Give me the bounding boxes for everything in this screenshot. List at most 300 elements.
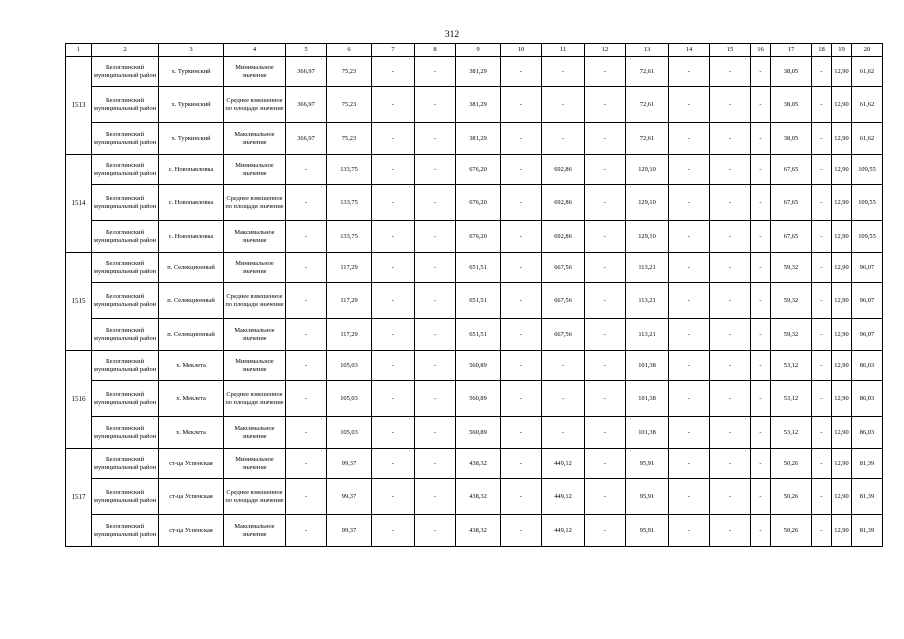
value-cell-c10: - (501, 417, 542, 449)
value-cell-c5: 366,97 (286, 87, 327, 123)
value-cell-c20: 96,07 (852, 283, 883, 319)
value-type-cell: Минимальное значение (224, 351, 286, 381)
value-cell-c12: - (585, 351, 626, 381)
table-row (66, 417, 883, 449)
value-cell-c19: 12,90 (832, 319, 852, 351)
value-cell-c20: 86,03 (852, 417, 883, 449)
value-cell-c13: 129,10 (626, 155, 669, 185)
value-cell-c20: 86,03 (852, 381, 883, 417)
value-cell-c11: - (542, 57, 585, 87)
value-cell-c5: - (286, 155, 327, 185)
value-cell-c8: - (415, 381, 456, 417)
value-cell-c9: 381,29 (456, 57, 501, 87)
value-cell-c17: 50,26 (771, 515, 812, 547)
settlement-cell: с. Новопавловка (159, 155, 224, 185)
value-cell-c19: 12,90 (832, 381, 852, 417)
value-cell-c17: 53,12 (771, 381, 812, 417)
value-cell-c18: - (812, 221, 832, 253)
value-cell-c11: - (542, 351, 585, 381)
district-cell: Белоглинский муниципальный район (92, 221, 159, 253)
value-cell-c20: 81,39 (852, 479, 883, 515)
settlement-cell: х. Меклета (159, 417, 224, 449)
settlement-cell: с. Новопавловка (159, 185, 224, 221)
value-cell-c20: 109,55 (852, 185, 883, 221)
value-cell-c19: 12,90 (832, 449, 852, 479)
value-cell-c13: 113,21 (626, 319, 669, 351)
value-cell-c18: - (812, 479, 832, 515)
value-cell-c20: 109,55 (852, 155, 883, 185)
value-cell-c11: 692,86 (542, 221, 585, 253)
value-cell-c18: - (812, 381, 832, 417)
value-type-cell: Среднее взвешенное по площади значение (224, 283, 286, 319)
settlement-cell: с. Новопавловка (159, 221, 224, 253)
table-row (66, 57, 883, 87)
column-header: 20 (852, 44, 883, 57)
value-cell-c14: - (669, 123, 710, 155)
value-cell-c16: - (751, 319, 771, 351)
value-cell-c10: - (501, 221, 542, 253)
value-cell-c5: - (286, 515, 327, 547)
district-cell: Белоглинский муниципальный район (92, 283, 159, 319)
column-header: 5 (286, 44, 327, 57)
table-row (66, 449, 883, 479)
value-cell-c16: - (751, 87, 771, 123)
value-cell-c14: - (669, 417, 710, 449)
value-cell-c11: - (542, 381, 585, 417)
table-row (66, 319, 883, 351)
column-header: 18 (812, 44, 832, 57)
value-cell-c15: - (710, 351, 751, 381)
value-cell-c7: - (372, 319, 415, 351)
value-cell-c12: - (585, 87, 626, 123)
value-cell-c9: 560,89 (456, 351, 501, 381)
settlement-cell: х. Меклета (159, 351, 224, 381)
value-cell-c20: 96,07 (852, 253, 883, 283)
value-cell-c8: - (415, 185, 456, 221)
value-type-cell: Минимальное значение (224, 449, 286, 479)
column-header: 13 (626, 44, 669, 57)
value-cell-c10: - (501, 449, 542, 479)
value-cell-c17: 53,12 (771, 351, 812, 381)
value-cell-c13: 101,38 (626, 417, 669, 449)
value-cell-c10: - (501, 87, 542, 123)
value-cell-c6: 75,23 (327, 123, 372, 155)
value-cell-c16: - (751, 283, 771, 319)
value-cell-c11: 692,86 (542, 185, 585, 221)
value-cell-c18: - (812, 417, 832, 449)
value-cell-c8: - (415, 123, 456, 155)
value-cell-c17: 67,65 (771, 155, 812, 185)
value-cell-c11: - (542, 123, 585, 155)
value-cell-c6: 75,23 (327, 87, 372, 123)
value-cell-c17: 38,05 (771, 87, 812, 123)
value-cell-c19: 12,90 (832, 155, 852, 185)
value-cell-c19: 12,90 (832, 283, 852, 319)
district-cell: Белоглинский муниципальный район (92, 417, 159, 449)
value-cell-c17: 59,32 (771, 283, 812, 319)
district-cell: Белоглинский муниципальный район (92, 155, 159, 185)
value-cell-c19: 12,90 (832, 57, 852, 87)
value-cell-c5: - (286, 351, 327, 381)
value-cell-c10: - (501, 351, 542, 381)
settlement-cell: х. Меклета (159, 381, 224, 417)
value-cell-c15: - (710, 253, 751, 283)
value-cell-c6: 105,03 (327, 351, 372, 381)
value-cell-c11: - (542, 417, 585, 449)
value-type-cell: Максимальное значение (224, 221, 286, 253)
settlement-cell: х. Туркинский (159, 57, 224, 87)
settlement-cell: п. Селекционный (159, 283, 224, 319)
value-cell-c10: - (501, 283, 542, 319)
value-type-cell: Минимальное значение (224, 253, 286, 283)
value-cell-c16: - (751, 155, 771, 185)
value-cell-c19: 12,90 (832, 123, 852, 155)
page-number: 312 (444, 30, 460, 40)
value-cell-c14: - (669, 381, 710, 417)
district-cell: Белоглинский муниципальный район (92, 449, 159, 479)
value-cell-c7: - (372, 283, 415, 319)
value-cell-c8: - (415, 57, 456, 87)
value-type-cell: Минимальное значение (224, 57, 286, 87)
value-type-cell: Максимальное значение (224, 123, 286, 155)
value-cell-c15: - (710, 123, 751, 155)
value-cell-c14: - (669, 57, 710, 87)
value-cell-c6: 133,75 (327, 185, 372, 221)
value-cell-c19: 12,90 (832, 185, 852, 221)
value-cell-c12: - (585, 319, 626, 351)
district-cell: Белоглинский муниципальный район (92, 87, 159, 123)
value-type-cell: Максимальное значение (224, 319, 286, 351)
value-cell-c7: - (372, 57, 415, 87)
value-cell-c13: 113,21 (626, 253, 669, 283)
value-cell-c15: - (710, 449, 751, 479)
district-cell: Белоглинский муниципальный район (92, 479, 159, 515)
column-header: 19 (832, 44, 852, 57)
value-cell-c14: - (669, 351, 710, 381)
settlement-cell: ст-ца Успенская (159, 515, 224, 547)
value-cell-c14: - (669, 221, 710, 253)
value-cell-c13: 101,38 (626, 351, 669, 381)
value-cell-c18: - (812, 123, 832, 155)
value-cell-c9: 438,32 (456, 479, 501, 515)
district-cell: Белоглинский муниципальный район (92, 253, 159, 283)
value-cell-c8: - (415, 417, 456, 449)
value-type-cell: Минимальное значение (224, 155, 286, 185)
value-cell-c9: 676,20 (456, 221, 501, 253)
value-cell-c17: 67,65 (771, 185, 812, 221)
value-cell-c16: - (751, 515, 771, 547)
settlement-cell: п. Селекционный (159, 319, 224, 351)
value-cell-c7: - (372, 221, 415, 253)
district-cell: Белоглинский муниципальный район (92, 123, 159, 155)
value-cell-c18: - (812, 57, 832, 87)
column-header: 4 (224, 44, 286, 57)
value-cell-c15: - (710, 87, 751, 123)
value-cell-c16: - (751, 221, 771, 253)
column-header: 17 (771, 44, 812, 57)
value-cell-c6: 133,75 (327, 221, 372, 253)
value-cell-c17: 50,26 (771, 479, 812, 515)
row-group-id: 1516 (66, 351, 92, 449)
value-cell-c6: 117,29 (327, 283, 372, 319)
table-row (66, 221, 883, 253)
value-cell-c10: - (501, 319, 542, 351)
value-cell-c15: - (710, 283, 751, 319)
value-cell-c20: 81,39 (852, 515, 883, 547)
value-cell-c7: - (372, 479, 415, 515)
value-cell-c18: - (812, 515, 832, 547)
value-cell-c12: - (585, 417, 626, 449)
value-cell-c10: - (501, 185, 542, 221)
value-cell-c8: - (415, 253, 456, 283)
value-cell-c7: - (372, 417, 415, 449)
value-cell-c18: - (812, 253, 832, 283)
value-cell-c5: - (286, 381, 327, 417)
value-cell-c8: - (415, 155, 456, 185)
header-row (66, 44, 883, 57)
value-cell-c17: 38,05 (771, 57, 812, 87)
value-cell-c10: - (501, 381, 542, 417)
value-cell-c10: - (501, 479, 542, 515)
value-cell-c9: 651,51 (456, 253, 501, 283)
value-cell-c13: 95,91 (626, 515, 669, 547)
value-cell-c6: 133,75 (327, 155, 372, 185)
value-cell-c6: 75,23 (327, 57, 372, 87)
value-cell-c5: - (286, 417, 327, 449)
value-cell-c6: 117,29 (327, 319, 372, 351)
value-cell-c17: 38,05 (771, 123, 812, 155)
value-cell-c20: 81,39 (852, 449, 883, 479)
value-cell-c7: - (372, 449, 415, 479)
table-row (66, 87, 883, 123)
value-cell-c8: - (415, 449, 456, 479)
value-cell-c16: - (751, 479, 771, 515)
value-cell-c9: 381,29 (456, 87, 501, 123)
value-cell-c9: 381,29 (456, 123, 501, 155)
column-header: 3 (159, 44, 224, 57)
value-type-cell: Среднее взвешенное по площади значение (224, 87, 286, 123)
value-cell-c11: 667,56 (542, 253, 585, 283)
value-cell-c18: - (812, 155, 832, 185)
value-cell-c17: 59,32 (771, 319, 812, 351)
value-cell-c19: 12,90 (832, 221, 852, 253)
table-row (66, 351, 883, 381)
value-cell-c12: - (585, 515, 626, 547)
value-cell-c15: - (710, 319, 751, 351)
value-cell-c5: - (286, 253, 327, 283)
value-cell-c14: - (669, 449, 710, 479)
column-header: 2 (92, 44, 159, 57)
value-cell-c7: - (372, 185, 415, 221)
value-cell-c19: 12,90 (832, 351, 852, 381)
value-cell-c8: - (415, 351, 456, 381)
value-cell-c20: 86,03 (852, 351, 883, 381)
settlement-cell: х. Туркинский (159, 123, 224, 155)
value-cell-c13: 72,61 (626, 123, 669, 155)
value-cell-c9: 676,20 (456, 155, 501, 185)
district-cell: Белоглинский муниципальный район (92, 381, 159, 417)
value-cell-c6: 99,37 (327, 449, 372, 479)
value-cell-c11: 449,12 (542, 515, 585, 547)
value-cell-c18: - (812, 283, 832, 319)
column-header: 1 (66, 44, 92, 57)
value-cell-c10: - (501, 515, 542, 547)
value-cell-c18: - (812, 449, 832, 479)
value-cell-c10: - (501, 123, 542, 155)
value-type-cell: Максимальное значение (224, 417, 286, 449)
value-cell-c19: 12,90 (832, 479, 852, 515)
value-cell-c8: - (415, 479, 456, 515)
value-cell-c5: 366,97 (286, 123, 327, 155)
value-cell-c9: 651,51 (456, 319, 501, 351)
value-type-cell: Максимальное значение (224, 515, 286, 547)
value-cell-c9: 438,32 (456, 449, 501, 479)
value-cell-c9: 560,89 (456, 417, 501, 449)
value-type-cell: Среднее взвешенное по площади значение (224, 479, 286, 515)
value-cell-c14: - (669, 185, 710, 221)
value-cell-c8: - (415, 319, 456, 351)
column-header: 12 (585, 44, 626, 57)
value-cell-c7: - (372, 87, 415, 123)
table-row (66, 381, 883, 417)
value-cell-c12: - (585, 123, 626, 155)
column-header: 9 (456, 44, 501, 57)
district-cell: Белоглинский муниципальный район (92, 351, 159, 381)
value-cell-c16: - (751, 449, 771, 479)
value-cell-c16: - (751, 185, 771, 221)
value-cell-c17: 53,12 (771, 417, 812, 449)
value-cell-c14: - (669, 155, 710, 185)
column-header: 10 (501, 44, 542, 57)
value-cell-c14: - (669, 87, 710, 123)
value-cell-c17: 59,32 (771, 253, 812, 283)
value-cell-c6: 99,37 (327, 479, 372, 515)
value-cell-c12: - (585, 221, 626, 253)
settlement-cell: п. Селекционный (159, 253, 224, 283)
value-cell-c20: 61,62 (852, 87, 883, 123)
value-cell-c15: - (710, 155, 751, 185)
value-cell-c16: - (751, 57, 771, 87)
row-group-id: 1515 (66, 253, 92, 351)
value-cell-c15: - (710, 515, 751, 547)
value-cell-c9: 560,89 (456, 381, 501, 417)
value-cell-c15: - (710, 221, 751, 253)
value-cell-c20: 109,55 (852, 221, 883, 253)
column-header: 14 (669, 44, 710, 57)
settlement-cell: х. Туркинский (159, 87, 224, 123)
value-cell-c7: - (372, 123, 415, 155)
table-row (66, 185, 883, 221)
value-cell-c19: 12,90 (832, 253, 852, 283)
value-cell-c5: - (286, 449, 327, 479)
table-row (66, 479, 883, 515)
value-cell-c11: - (542, 87, 585, 123)
table-row (66, 283, 883, 319)
value-cell-c18: - (812, 185, 832, 221)
value-cell-c6: 105,03 (327, 417, 372, 449)
value-cell-c19: 12,90 (832, 87, 852, 123)
value-cell-c12: - (585, 185, 626, 221)
value-cell-c6: 117,29 (327, 253, 372, 283)
column-header: 8 (415, 44, 456, 57)
value-cell-c7: - (372, 381, 415, 417)
value-cell-c8: - (415, 221, 456, 253)
value-cell-c14: - (669, 319, 710, 351)
value-cell-c16: - (751, 123, 771, 155)
value-cell-c9: 438,32 (456, 515, 501, 547)
value-cell-c13: 129,10 (626, 185, 669, 221)
value-cell-c17: 67,65 (771, 221, 812, 253)
value-cell-c7: - (372, 351, 415, 381)
value-cell-c12: - (585, 155, 626, 185)
column-header: 11 (542, 44, 585, 57)
value-cell-c14: - (669, 515, 710, 547)
value-cell-c13: 95,91 (626, 479, 669, 515)
value-cell-c8: - (415, 283, 456, 319)
value-cell-c16: - (751, 381, 771, 417)
value-cell-c5: - (286, 479, 327, 515)
column-header: 6 (327, 44, 372, 57)
column-header: 7 (372, 44, 415, 57)
value-cell-c13: 72,61 (626, 57, 669, 87)
value-type-cell: Среднее взвешенное по площади значение (224, 381, 286, 417)
value-cell-c6: 99,37 (327, 515, 372, 547)
value-cell-c12: - (585, 449, 626, 479)
value-cell-c5: - (286, 319, 327, 351)
value-cell-c5: 366,97 (286, 57, 327, 87)
value-cell-c10: - (501, 155, 542, 185)
value-cell-c10: - (501, 253, 542, 283)
value-cell-c11: 667,56 (542, 319, 585, 351)
settlement-cell: ст-ца Успенская (159, 479, 224, 515)
value-cell-c20: 96,07 (852, 319, 883, 351)
value-cell-c16: - (751, 253, 771, 283)
column-header: 15 (710, 44, 751, 57)
value-cell-c13: 72,61 (626, 87, 669, 123)
value-cell-c17: 50,26 (771, 449, 812, 479)
value-cell-c10: - (501, 57, 542, 87)
value-cell-c12: - (585, 381, 626, 417)
value-cell-c18: - (812, 351, 832, 381)
value-cell-c5: - (286, 185, 327, 221)
value-cell-c8: - (415, 515, 456, 547)
district-cell: Белоглинский муниципальный район (92, 57, 159, 87)
value-cell-c11: 667,56 (542, 283, 585, 319)
value-cell-c15: - (710, 479, 751, 515)
value-cell-c15: - (710, 417, 751, 449)
row-group-id: 1513 (66, 57, 92, 155)
value-cell-c7: - (372, 155, 415, 185)
value-cell-c5: - (286, 221, 327, 253)
value-cell-c11: 692,86 (542, 155, 585, 185)
value-cell-c13: 95,91 (626, 449, 669, 479)
value-cell-c12: - (585, 479, 626, 515)
value-cell-c6: 105,03 (327, 381, 372, 417)
value-cell-c7: - (372, 515, 415, 547)
row-group-id: 1517 (66, 449, 92, 547)
value-cell-c11: 449,12 (542, 449, 585, 479)
value-cell-c7: - (372, 253, 415, 283)
value-cell-c9: 651,51 (456, 283, 501, 319)
value-cell-c14: - (669, 253, 710, 283)
value-cell-c5: - (286, 283, 327, 319)
table-row (66, 155, 883, 185)
value-cell-c13: 101,38 (626, 381, 669, 417)
value-cell-c18: - (812, 319, 832, 351)
value-cell-c14: - (669, 283, 710, 319)
value-cell-c15: - (710, 185, 751, 221)
value-cell-c19: 12,90 (832, 417, 852, 449)
